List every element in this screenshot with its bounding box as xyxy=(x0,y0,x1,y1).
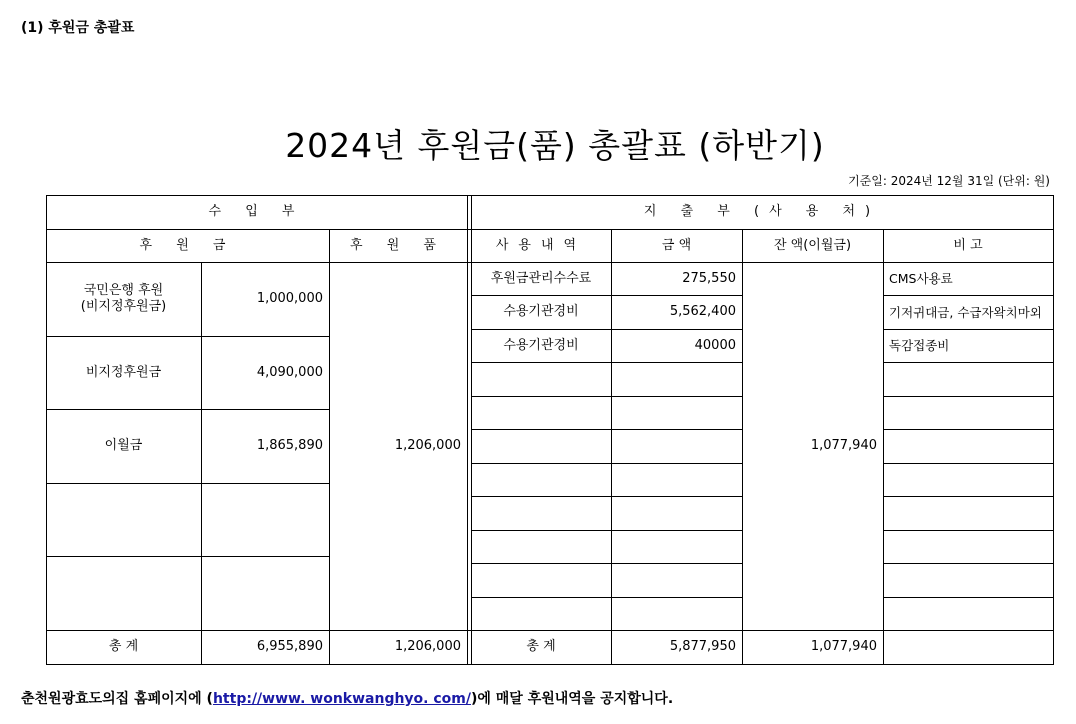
expense-row-usage xyxy=(471,597,611,630)
expense-row-amount xyxy=(611,396,742,429)
expense-row-amount xyxy=(611,530,742,563)
income-row-amount: 4,090,000 xyxy=(256,364,323,380)
income-total-goods: 1,206,000 xyxy=(394,639,461,654)
expense-row-usage: 후원금관리수수료 xyxy=(490,270,592,286)
income-row-amount: 1,000,000 xyxy=(256,291,323,306)
expense-row-usage xyxy=(471,362,611,396)
table-border xyxy=(1053,195,1054,665)
expense-section-header: 지 출 부 (사 용 처) xyxy=(643,204,881,219)
col-header-donation-goods: 후 원 품 xyxy=(350,237,446,253)
section-heading: (1) 후원금 총괄표 xyxy=(21,20,135,36)
table-border xyxy=(46,664,1054,665)
income-row-amount xyxy=(201,556,329,630)
expense-row-amount: 275,550 xyxy=(682,270,736,286)
footer-suffix: )에 매달 후원내역을 공지합니다. xyxy=(470,691,674,707)
expense-total-label: 총 계 xyxy=(526,639,556,654)
income-row-amount: 1,865,890 xyxy=(256,438,323,453)
income-total-amount: 6,955,890 xyxy=(256,639,323,654)
col-header-amount: 금 액 xyxy=(661,237,692,253)
expense-row-note xyxy=(883,530,1053,563)
income-total-label: 총 계 xyxy=(108,639,139,654)
expense-row-note xyxy=(883,396,1053,429)
expense-row-note xyxy=(883,463,1053,496)
expense-row-amount xyxy=(611,496,742,530)
expense-row-amount xyxy=(611,463,742,496)
expense-row-note xyxy=(883,597,1053,630)
expense-row-note: CMS사용료 xyxy=(889,271,953,286)
expense-row-note xyxy=(883,496,1053,530)
expense-row-note: 독감접종비 xyxy=(889,338,950,353)
expense-total-balance: 1,077,940 xyxy=(810,639,877,654)
income-row-label xyxy=(46,483,201,556)
col-header-note: 비 고 xyxy=(953,237,983,253)
expense-row-usage xyxy=(471,429,611,463)
income-row-label xyxy=(46,556,201,630)
expense-row-usage: 수용기관경비 xyxy=(503,304,579,319)
expense-row-note: 기저귀대금, 수급자왁치마외 xyxy=(889,304,1042,320)
expense-row-amount xyxy=(611,362,742,396)
expense-row-amount xyxy=(611,563,742,597)
page-title: 2024년 후원금(품) 총괄표 (하반기) xyxy=(285,126,825,165)
expense-row-usage xyxy=(471,463,611,496)
income-row-label: 비지정후원금 xyxy=(85,364,162,380)
expense-total-amount: 5,877,950 xyxy=(669,639,736,654)
expense-row-usage xyxy=(471,530,611,563)
expense-row-amount xyxy=(611,429,742,463)
balance-carryover-value: 1,077,940 xyxy=(810,438,877,453)
footer-prefix: 춘천원광효도의집 홈페이지에 ( xyxy=(21,691,213,707)
expense-total-note xyxy=(883,630,1053,664)
footer-notice xyxy=(21,688,673,708)
expense-row-usage: 수용기관경비 xyxy=(503,337,579,353)
expense-row-amount xyxy=(611,597,742,630)
expense-row-usage xyxy=(471,563,611,597)
expense-row-note xyxy=(883,563,1053,597)
income-row-amount xyxy=(201,483,329,556)
homepage-link[interactable]: http://www. wonkwanghyo. com/ xyxy=(212,691,471,707)
expense-row-note xyxy=(883,362,1053,396)
expense-row-amount: 5,562,400 xyxy=(669,304,736,319)
col-header-donation-money: 후 원 금 xyxy=(139,237,236,253)
expense-row-usage xyxy=(471,396,611,429)
income-row-label: 이월금 xyxy=(104,438,143,453)
income-row-label: 국민은행 후원 (비지정후원금) xyxy=(80,283,167,314)
expense-row-amount: 40000 xyxy=(694,337,736,353)
col-header-usage: 사용내역 xyxy=(495,237,587,253)
col-header-balance: 잔 액(이월금) xyxy=(773,237,852,253)
donation-goods-value: 1,206,000 xyxy=(394,438,461,453)
reference-date: 기준일: 2024년 12월 31일 (단위: 원) xyxy=(848,174,1050,188)
income-section-header: 수 입 부 xyxy=(208,204,305,219)
section-divider xyxy=(467,195,468,665)
expense-row-usage xyxy=(471,496,611,530)
expense-row-note xyxy=(883,429,1053,463)
